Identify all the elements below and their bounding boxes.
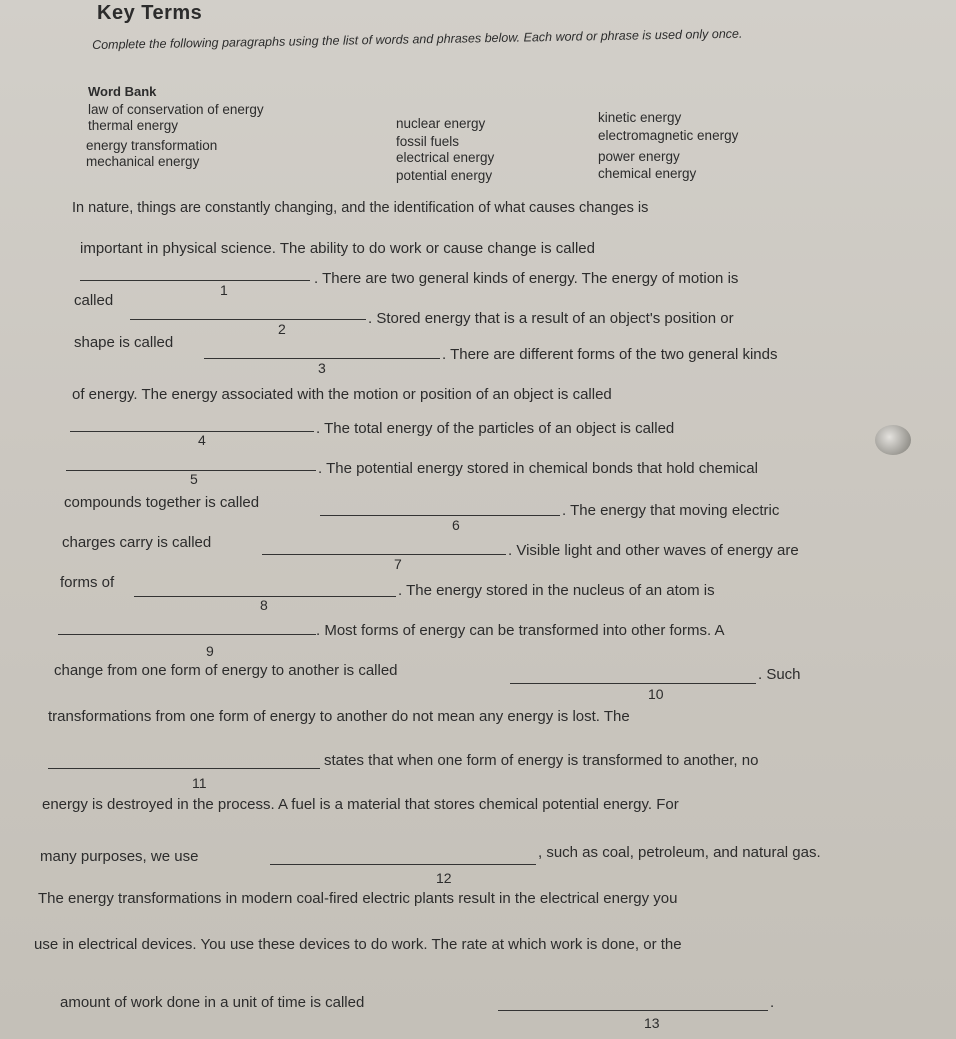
word-bank-item: kinetic energy xyxy=(598,110,682,125)
paragraph-line: . Stored energy that is a result of an object's position or xyxy=(368,310,734,327)
blank-number: 12 xyxy=(436,870,452,886)
hole-punch xyxy=(875,425,911,455)
paragraph-line: . xyxy=(770,994,775,1011)
blank-6[interactable] xyxy=(320,515,560,516)
paragraph-line: In nature, things are constantly changing, and the identification of what causes changes is xyxy=(72,200,649,216)
blank-12[interactable] xyxy=(270,864,536,865)
paragraph-line: . There are two general kinds of energy. The energy of motion is xyxy=(314,270,739,287)
paragraph-line: , such as coal, petroleum, and natural gas. xyxy=(538,844,821,861)
word-bank-item: nuclear energy xyxy=(396,116,486,131)
blank-number: 1 xyxy=(220,282,228,298)
paragraph-line: states that when one form of energy is transformed to another, no xyxy=(324,752,759,769)
blank-1[interactable] xyxy=(80,280,310,281)
paragraph-line: change from one form of energy to another is called xyxy=(54,662,398,679)
word-bank-item: power energy xyxy=(598,149,680,164)
word-bank-item: fossil fuels xyxy=(396,134,460,149)
blank-number: 9 xyxy=(206,643,214,659)
word-bank-item: law of conservation of energy xyxy=(88,102,264,117)
paragraph-line: shape is called xyxy=(74,334,174,351)
blank-number: 10 xyxy=(648,686,664,702)
blank-11[interactable] xyxy=(48,768,320,769)
paragraph-line: . Visible light and other waves of energy are xyxy=(508,542,799,559)
paragraph-line: of energy. The energy associated with the motion or position of an object is called xyxy=(72,386,612,403)
paragraph-line: . The potential energy stored in chemical bonds that hold chemical xyxy=(318,460,758,477)
word-bank-item: mechanical energy xyxy=(86,154,200,169)
blank-number: 3 xyxy=(318,360,326,376)
paragraph-line: . The energy stored in the nucleus of an atom is xyxy=(398,582,715,599)
page-title: Key Terms xyxy=(97,2,203,24)
blank-13[interactable] xyxy=(498,1010,768,1011)
word-bank-item: electromagnetic energy xyxy=(598,128,739,143)
paragraph-line: . The energy that moving electric xyxy=(562,502,780,519)
blank-10[interactable] xyxy=(510,683,756,684)
paragraph-line: compounds together is called xyxy=(64,494,260,511)
word-bank-item: thermal energy xyxy=(88,118,179,133)
paragraph-line: charges carry is called xyxy=(62,534,212,551)
blank-number: 13 xyxy=(644,1015,660,1031)
paragraph-line: transformations from one form of energy to another do not mean any energy is lost. The xyxy=(48,708,630,725)
paragraph-line: important in physical science. The ability to do work or cause change is called xyxy=(80,240,595,257)
paragraph-line: amount of work done in a unit of time is called xyxy=(60,994,365,1011)
blank-number: 8 xyxy=(260,597,268,613)
blank-9[interactable] xyxy=(58,634,316,635)
blank-2[interactable] xyxy=(130,319,366,320)
paragraph-line: use in electrical devices. You use these devices to do work. The rate at which work is done, or the xyxy=(34,936,682,953)
word-bank-item: potential energy xyxy=(396,168,493,183)
blank-number: 5 xyxy=(190,471,198,487)
paragraph-line: . There are different forms of the two general kinds xyxy=(442,346,778,363)
word-bank-item: electrical energy xyxy=(396,150,495,165)
paragraph-line: . The total energy of the particles of an object is called xyxy=(316,420,675,437)
blank-3[interactable] xyxy=(204,358,440,359)
blank-number: 2 xyxy=(278,321,286,337)
blank-number: 6 xyxy=(452,517,460,533)
paragraph-line: . Such xyxy=(758,666,801,683)
blank-number: 11 xyxy=(192,775,207,791)
blank-7[interactable] xyxy=(262,554,506,555)
paragraph-line: The energy transformations in modern coal-fired electric plants result in the electrical energy you xyxy=(38,890,678,907)
blank-4[interactable] xyxy=(70,431,314,432)
instructions: Complete the following paragraphs using the list of words and phrases below. Each word or phrase is used only once. xyxy=(92,26,743,52)
blank-number: 7 xyxy=(394,556,402,572)
paragraph-line: called xyxy=(74,292,114,309)
word-bank-item: chemical energy xyxy=(598,166,697,181)
paragraph-line: . Most forms of energy can be transformed into other forms. A xyxy=(316,622,725,639)
word-bank-item: energy transformation xyxy=(86,138,218,153)
word-bank-title: Word Bank xyxy=(88,84,157,99)
paragraph-line: many purposes, we use xyxy=(40,848,199,865)
paragraph-line: forms of xyxy=(60,574,115,591)
paragraph-line: energy is destroyed in the process. A fuel is a material that stores chemical potential energy. For xyxy=(42,796,679,813)
blank-number: 4 xyxy=(198,432,206,448)
